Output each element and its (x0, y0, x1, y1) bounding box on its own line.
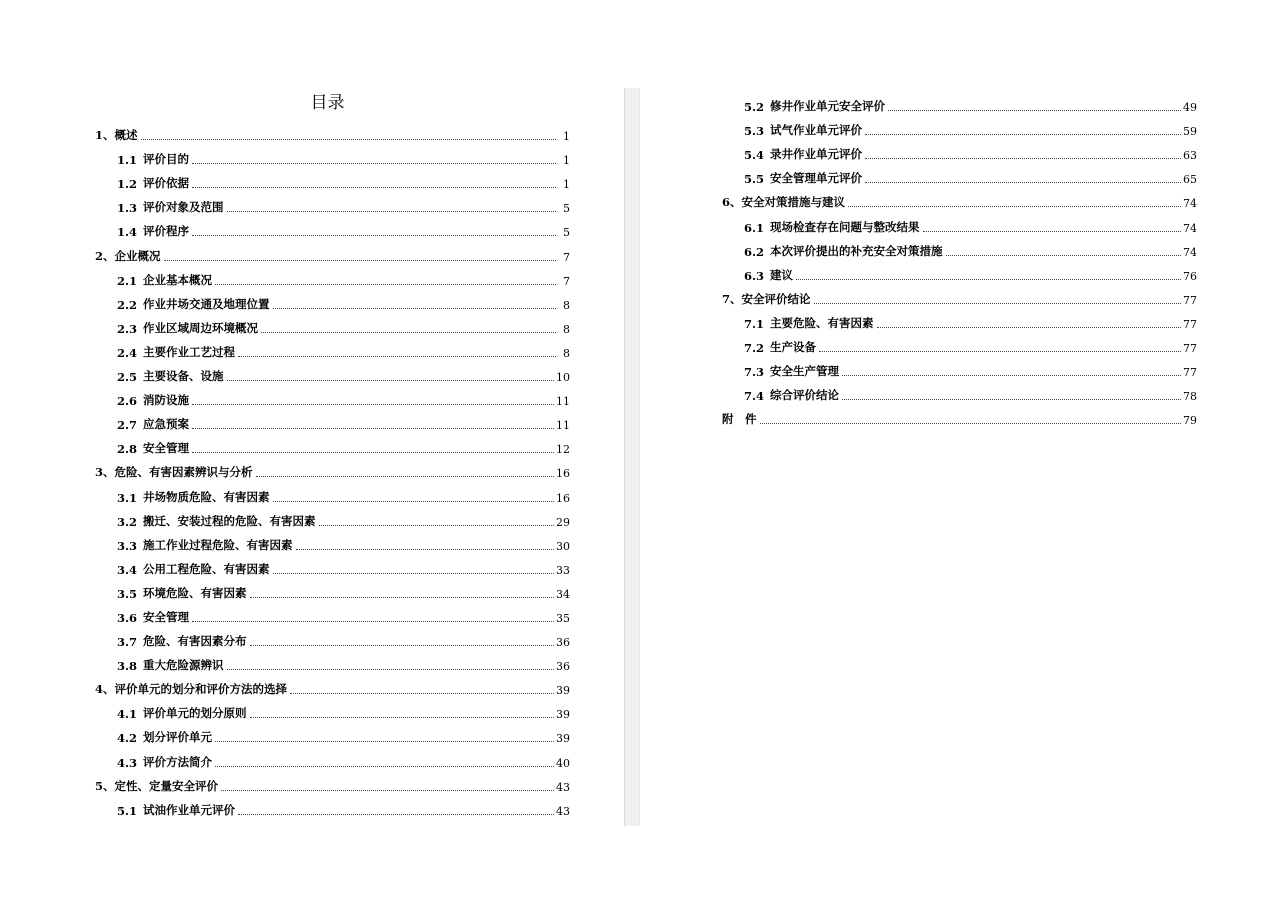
toc-leader-dots (819, 351, 1181, 352)
toc-entry-page: 29 (556, 515, 570, 529)
toc-entry-page: 35 (556, 611, 570, 625)
toc-leader-dots (877, 327, 1181, 328)
toc-entry[interactable] (712, 138, 1197, 162)
toc-entry-page: 39 (556, 708, 570, 722)
toc-entry[interactable] (85, 191, 570, 215)
toc-entry-page: 65 (1183, 173, 1197, 187)
toc-entry-page: 36 (556, 660, 570, 674)
toc-entry-label: 评价依据 (143, 176, 190, 191)
toc-entry[interactable] (85, 601, 570, 625)
left-page (85, 90, 570, 830)
toc-entry-page: 11 (556, 395, 570, 409)
toc-leader-dots (227, 669, 554, 670)
toc-entry-page: 30 (556, 539, 570, 553)
toc-entry-number: 1.1 (117, 153, 138, 168)
toc-leader-dots (319, 525, 554, 526)
toc-leader-dots (865, 182, 1181, 183)
toc-entry-page: 36 (556, 636, 570, 650)
toc-entry-number: 4、 (95, 682, 115, 697)
toc-entry-number: 3.6 (117, 610, 138, 625)
toc-entry-label: 作业井场交通及地理位置 (143, 296, 270, 311)
toc-entry-label: 评价目的 (143, 152, 190, 167)
toc-entry-label: 安全管理 (143, 609, 190, 624)
toc-list-right (712, 90, 1197, 427)
toc-entry-label: 安全对策措施与建议 (741, 195, 846, 210)
toc-entry[interactable] (85, 697, 570, 721)
toc-entry-number: 3.2 (117, 514, 138, 529)
toc-entry-page: 49 (1183, 101, 1197, 115)
toc-entry-number: 2.7 (117, 418, 138, 433)
toc-entry-label: 主要作业工艺过程 (143, 344, 236, 359)
toc-entry[interactable] (85, 553, 570, 577)
toc-entry[interactable] (85, 577, 570, 601)
toc-entry[interactable] (85, 360, 570, 384)
toc-entry-page: 7 (563, 250, 570, 264)
toc-entry-number: 2.6 (117, 394, 138, 409)
toc-entry-label: 试气作业单元评价 (770, 123, 863, 138)
toc-leader-dots (227, 211, 556, 212)
toc-leader-dots (238, 356, 556, 357)
toc-entry-page: 7 (563, 274, 570, 288)
toc-entry-number: 2.2 (117, 297, 138, 312)
toc-entry-label: 建议 (770, 267, 794, 282)
toc-entry-number: 5.1 (117, 803, 138, 818)
toc-entry[interactable] (712, 210, 1197, 234)
toc-entry-page: 78 (1183, 390, 1197, 404)
toc-leader-dots (238, 814, 554, 815)
toc-entry-page: 77 (1183, 317, 1197, 331)
toc-entry-page: 63 (1183, 149, 1197, 163)
toc-entry-number: 7.1 (744, 316, 765, 331)
toc-entry[interactable] (85, 264, 570, 288)
toc-entry-number: 3.8 (117, 659, 138, 674)
toc-entry-page: 8 (563, 298, 570, 312)
toc-entry-label: 重大危险源辨识 (143, 658, 224, 673)
toc-entry[interactable] (712, 283, 1197, 307)
toc-entry[interactable] (712, 235, 1197, 259)
toc-leader-dots (215, 284, 556, 285)
toc-entry-number: 4.2 (117, 731, 138, 746)
toc-entry[interactable] (85, 215, 570, 239)
toc-entry-page: 12 (556, 443, 570, 457)
toc-entry[interactable] (85, 312, 570, 336)
toc-leader-dots (227, 380, 554, 381)
toc-entry-number: 2.3 (117, 321, 138, 336)
toc-entry-label: 企业基本概况 (143, 272, 213, 287)
toc-entry-label: 企业概况 (114, 248, 161, 263)
toc-entry-label: 井场物质危险、有害因素 (143, 489, 270, 504)
toc-entry[interactable] (85, 384, 570, 408)
toc-entry-number: 4.3 (117, 755, 138, 770)
toc-entry-label: 录井作业单元评价 (770, 147, 863, 162)
toc-entry-page: 5 (563, 202, 570, 216)
toc-entry-label: 安全管理单元评价 (770, 171, 863, 186)
toc-entry-page: 74 (1183, 197, 1197, 211)
toc-entry[interactable] (712, 355, 1197, 379)
toc-leader-dots (250, 645, 554, 646)
toc-entry-number: 6.1 (744, 220, 765, 235)
toc-leader-dots (273, 573, 554, 574)
toc-entry-number: 2.5 (117, 370, 138, 385)
toc-entry-number: 3.7 (117, 635, 138, 650)
toc-entry-page: 10 (556, 371, 570, 385)
toc-entry-page: 79 (1183, 414, 1197, 428)
toc-entry-page: 8 (563, 322, 570, 336)
toc-entry-label: 修井作业单元安全评价 (770, 99, 886, 114)
toc-entry-page: 77 (1183, 293, 1197, 307)
toc-entry[interactable] (712, 379, 1197, 403)
toc-entry[interactable] (85, 432, 570, 456)
toc-leader-dots (888, 110, 1181, 111)
toc-entry[interactable] (85, 625, 570, 649)
toc-entry-page: 40 (556, 756, 570, 770)
toc-entry-label: 环境危险、有害因素 (143, 585, 247, 600)
toc-entry-number: 5.2 (744, 100, 765, 115)
toc-leader-dots (192, 452, 554, 453)
toc-leader-dots (192, 404, 554, 405)
toc-entry-label: 生产设备 (770, 340, 817, 355)
toc-entry-number: 2.8 (117, 442, 138, 457)
toc-entry-label: 安全管理 (143, 441, 190, 456)
right-page (712, 90, 1197, 830)
toc-entry[interactable] (85, 745, 570, 769)
toc-entry-page: 33 (556, 563, 570, 577)
toc-entry-page: 43 (556, 780, 570, 794)
toc-entry-label: 评价对象及范围 (143, 200, 224, 215)
toc-entry-number: 7.3 (744, 365, 765, 380)
toc-entry[interactable] (712, 331, 1197, 355)
toc-entry-label: 危险、有害因素分布 (143, 634, 247, 649)
toc-entry-number: 3、 (95, 465, 115, 480)
toc-entry-label: 搬迁、安装过程的危险、有害因素 (143, 513, 316, 528)
toc-entry[interactable] (712, 114, 1197, 138)
toc-entry[interactable] (85, 794, 570, 818)
toc-leader-dots (842, 399, 1181, 400)
toc-entry-page: 74 (1183, 221, 1197, 235)
toc-entry-number: 5.5 (744, 172, 765, 187)
toc-leader-dots (192, 163, 556, 164)
toc-entry-label: 作业区域周边环境概况 (143, 320, 259, 335)
toc-entry-label: 概述 (114, 128, 138, 143)
toc-leader-dots (164, 260, 556, 261)
toc-entry[interactable] (85, 456, 570, 480)
toc-leader-dots (192, 428, 554, 429)
toc-leader-dots (865, 134, 1181, 135)
toc-entry-label: 安全评价结论 (741, 291, 811, 306)
toc-entry-number: 3.3 (117, 538, 138, 553)
toc-leader-dots (215, 741, 554, 742)
toc-entry-label: 危险、有害因素辨识与分析 (114, 465, 253, 480)
toc-entry-number: 5、 (95, 778, 115, 793)
toc-entry-number: 1.3 (117, 201, 138, 216)
toc-leader-dots (842, 375, 1181, 376)
toc-entry-page: 1 (563, 178, 570, 192)
toc-leader-dots (848, 206, 1181, 207)
toc-leader-dots (192, 621, 554, 622)
toc-leader-dots (256, 476, 554, 477)
toc-entry-label: 评价单元的划分和评价方法的选择 (114, 682, 288, 697)
toc-entry-page: 39 (556, 732, 570, 746)
toc-entry-number: 6.2 (744, 244, 765, 259)
page-gutter (624, 88, 640, 826)
toc-entry-page: 16 (556, 467, 570, 481)
toc-entry-number: 3.4 (117, 562, 138, 577)
toc-entry-number: 2.1 (117, 273, 138, 288)
toc-entry-number: 6、 (722, 195, 742, 210)
toc-entry[interactable] (85, 505, 570, 529)
toc-entry-page: 1 (563, 130, 570, 144)
toc-entry-number: 5.3 (744, 124, 765, 139)
toc-list-left (85, 119, 570, 818)
toc-leader-dots (946, 255, 1181, 256)
toc-entry-page: 1 (563, 154, 570, 168)
toc-entry-label: 评价程序 (143, 224, 190, 239)
toc-entry-page: 76 (1183, 269, 1197, 283)
toc-leader-dots (261, 332, 556, 333)
toc-entry-page: 39 (556, 684, 570, 698)
toc-entry-number: 2、 (95, 248, 115, 263)
toc-entry-page: 77 (1183, 342, 1197, 356)
toc-entry-number: 3.1 (117, 490, 138, 505)
toc-entry-label: 评价单元的划分原则 (143, 706, 247, 721)
toc-leader-dots (141, 139, 556, 140)
toc-leader-dots (215, 766, 554, 767)
toc-entry-label: 附 件 (722, 412, 757, 427)
toc-entry-label: 消防设施 (143, 393, 190, 408)
toc-entry-number: 6.3 (744, 268, 765, 283)
toc-entry-label: 主要设备、设施 (143, 369, 224, 384)
toc-entry[interactable] (85, 336, 570, 360)
toc-entry-page: 43 (556, 804, 570, 818)
toc-entry-label: 评价方法简介 (143, 754, 213, 769)
toc-entry-number: 7.4 (744, 389, 765, 404)
toc-entry[interactable] (85, 408, 570, 432)
toc-entry-page: 11 (556, 419, 570, 433)
toc-entry[interactable] (85, 119, 570, 143)
toc-entry-label: 划分评价单元 (143, 730, 213, 745)
toc-entry-number: 7.2 (744, 341, 765, 356)
toc-leader-dots (192, 235, 556, 236)
toc-entry-number: 4.1 (117, 707, 138, 722)
toc-entry-page: 74 (1183, 245, 1197, 259)
toc-leader-dots (273, 501, 554, 502)
toc-entry-page: 5 (563, 226, 570, 240)
toc-entry-label: 主要危险、有害因素 (770, 315, 874, 330)
toc-entry-number: 1.2 (117, 177, 138, 192)
toc-entry[interactable] (85, 649, 570, 673)
toc-entry-number: 2.4 (117, 345, 138, 360)
toc-entry[interactable] (712, 259, 1197, 283)
toc-entry-page: 77 (1183, 366, 1197, 380)
toc-entry-label: 施工作业过程危险、有害因素 (143, 537, 293, 552)
toc-entry[interactable] (85, 239, 570, 263)
toc-leader-dots (814, 303, 1181, 304)
toc-leader-dots (865, 158, 1181, 159)
toc-entry-number: 1.4 (117, 225, 138, 240)
toc-entry[interactable] (712, 162, 1197, 186)
toc-leader-dots (250, 717, 554, 718)
toc-entry-page: 8 (563, 346, 570, 360)
toc-entry-number: 3.5 (117, 586, 138, 601)
toc-entry-label: 现场检查存在问题与整改结果 (770, 219, 920, 234)
toc-leader-dots (273, 308, 556, 309)
toc-entry[interactable] (85, 721, 570, 745)
toc-entry[interactable] (85, 770, 570, 794)
toc-entry-label: 试油作业单元评价 (143, 802, 236, 817)
toc-entry-number: 1、 (95, 128, 115, 143)
toc-entry-label: 本次评价提出的补充安全对策措施 (770, 243, 943, 258)
toc-entry[interactable] (85, 529, 570, 553)
toc-entry-label: 公用工程危险、有害因素 (143, 561, 270, 576)
toc-entry[interactable] (85, 480, 570, 504)
toc-leader-dots (296, 549, 554, 550)
toc-leader-dots (192, 187, 556, 188)
toc-leader-dots (290, 693, 554, 694)
toc-entry[interactable] (85, 288, 570, 312)
toc-entry[interactable] (712, 307, 1197, 331)
toc-entry-number: 7、 (722, 291, 742, 306)
toc-leader-dots (796, 279, 1181, 280)
toc-entry-number: 5.4 (744, 148, 765, 163)
toc-entry[interactable] (712, 186, 1197, 210)
toc-entry-label: 应急预案 (143, 417, 190, 432)
toc-title: 目录 (310, 93, 345, 113)
toc-entry[interactable] (712, 90, 1197, 114)
toc-entry[interactable] (85, 673, 570, 697)
toc-entry[interactable] (85, 143, 570, 167)
toc-entry[interactable] (712, 403, 1197, 427)
toc-leader-dots (760, 423, 1182, 424)
toc-entry-label: 安全生产管理 (770, 364, 840, 379)
toc-leader-dots (250, 597, 554, 598)
toc-entry-page: 16 (556, 491, 570, 505)
toc-leader-dots (221, 790, 554, 791)
toc-leader-dots (923, 231, 1181, 232)
toc-entry-page: 59 (1183, 125, 1197, 139)
toc-entry-label: 定性、定量安全评价 (114, 778, 219, 793)
toc-entry[interactable] (85, 167, 570, 191)
toc-entry-page: 34 (556, 587, 570, 601)
toc-entry-label: 综合评价结论 (770, 388, 840, 403)
